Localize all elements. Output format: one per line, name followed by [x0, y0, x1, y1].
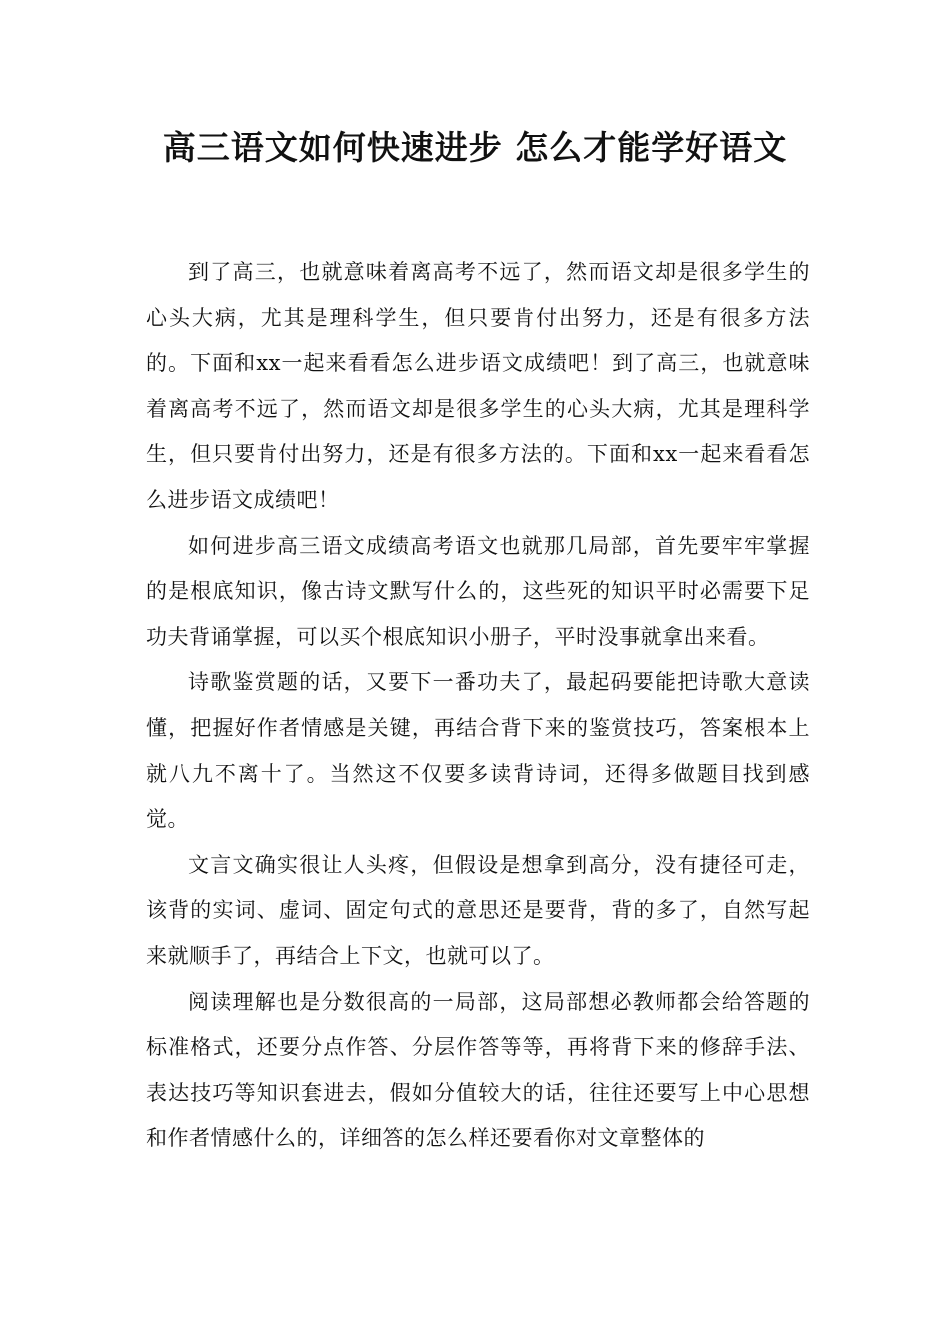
paragraph: 诗歌鉴赏题的话，又要下一番功夫了，最起码要能把诗歌大意读懂，把握好作者情感是关键，再结合背下来的鉴赏技巧，答案根本上就八九不离十了。当然这不仅要多读背诗词，还得多做题目找到感觉。 — [146, 670, 810, 832]
document-body — [146, 250, 810, 1162]
paragraph: 文言文确实很让人头疼，但假设是想拿到高分，没有捷径可走，该背的实词、虚词、固定句式的意思还是要背，背的多了，自然写起来就顺手了，再结合上下文，也就可以了。 — [146, 852, 810, 968]
document-title: 高三语文如何快速进步 怎么才能学好语文 — [162, 128, 788, 167]
paragraph: 阅读理解也是分数很高的一局部，这局部想必教师都会给答题的标准格式，还要分点作答、分层作答等等，再将背下来的修辞手法、表达技巧等知识套进去，假如分值较大的话，往往还要写上中心思想和作者情感什么的，详细答的怎么样还要看你对文章整体的 — [146, 989, 810, 1151]
paragraph: 如何进步高三语文成绩高考语文也就那几局部，首先要牢牢掌握的是根底知识，像古诗文默写什么的，这些死的知识平时必需要下足功夫背诵掌握，可以买个根底知识小册子，平时没事就拿出来看。 — [146, 533, 810, 649]
paragraph: 到了高三，也就意味着离高考不远了，然而语文却是很多学生的心头大病，尤其是理科学生，但只要肯付出努力，还是有很多方法的。下面和xx一起来看看怎么进步语文成绩吧！到了高三，也就意味着离高考不远了，然而语文却是很多学生的心头大病，尤其是理科学生，但只要肯付出努力，还是有很多方法的。下面和xx一起来看看怎么进步语文成绩吧！ — [146, 260, 810, 512]
